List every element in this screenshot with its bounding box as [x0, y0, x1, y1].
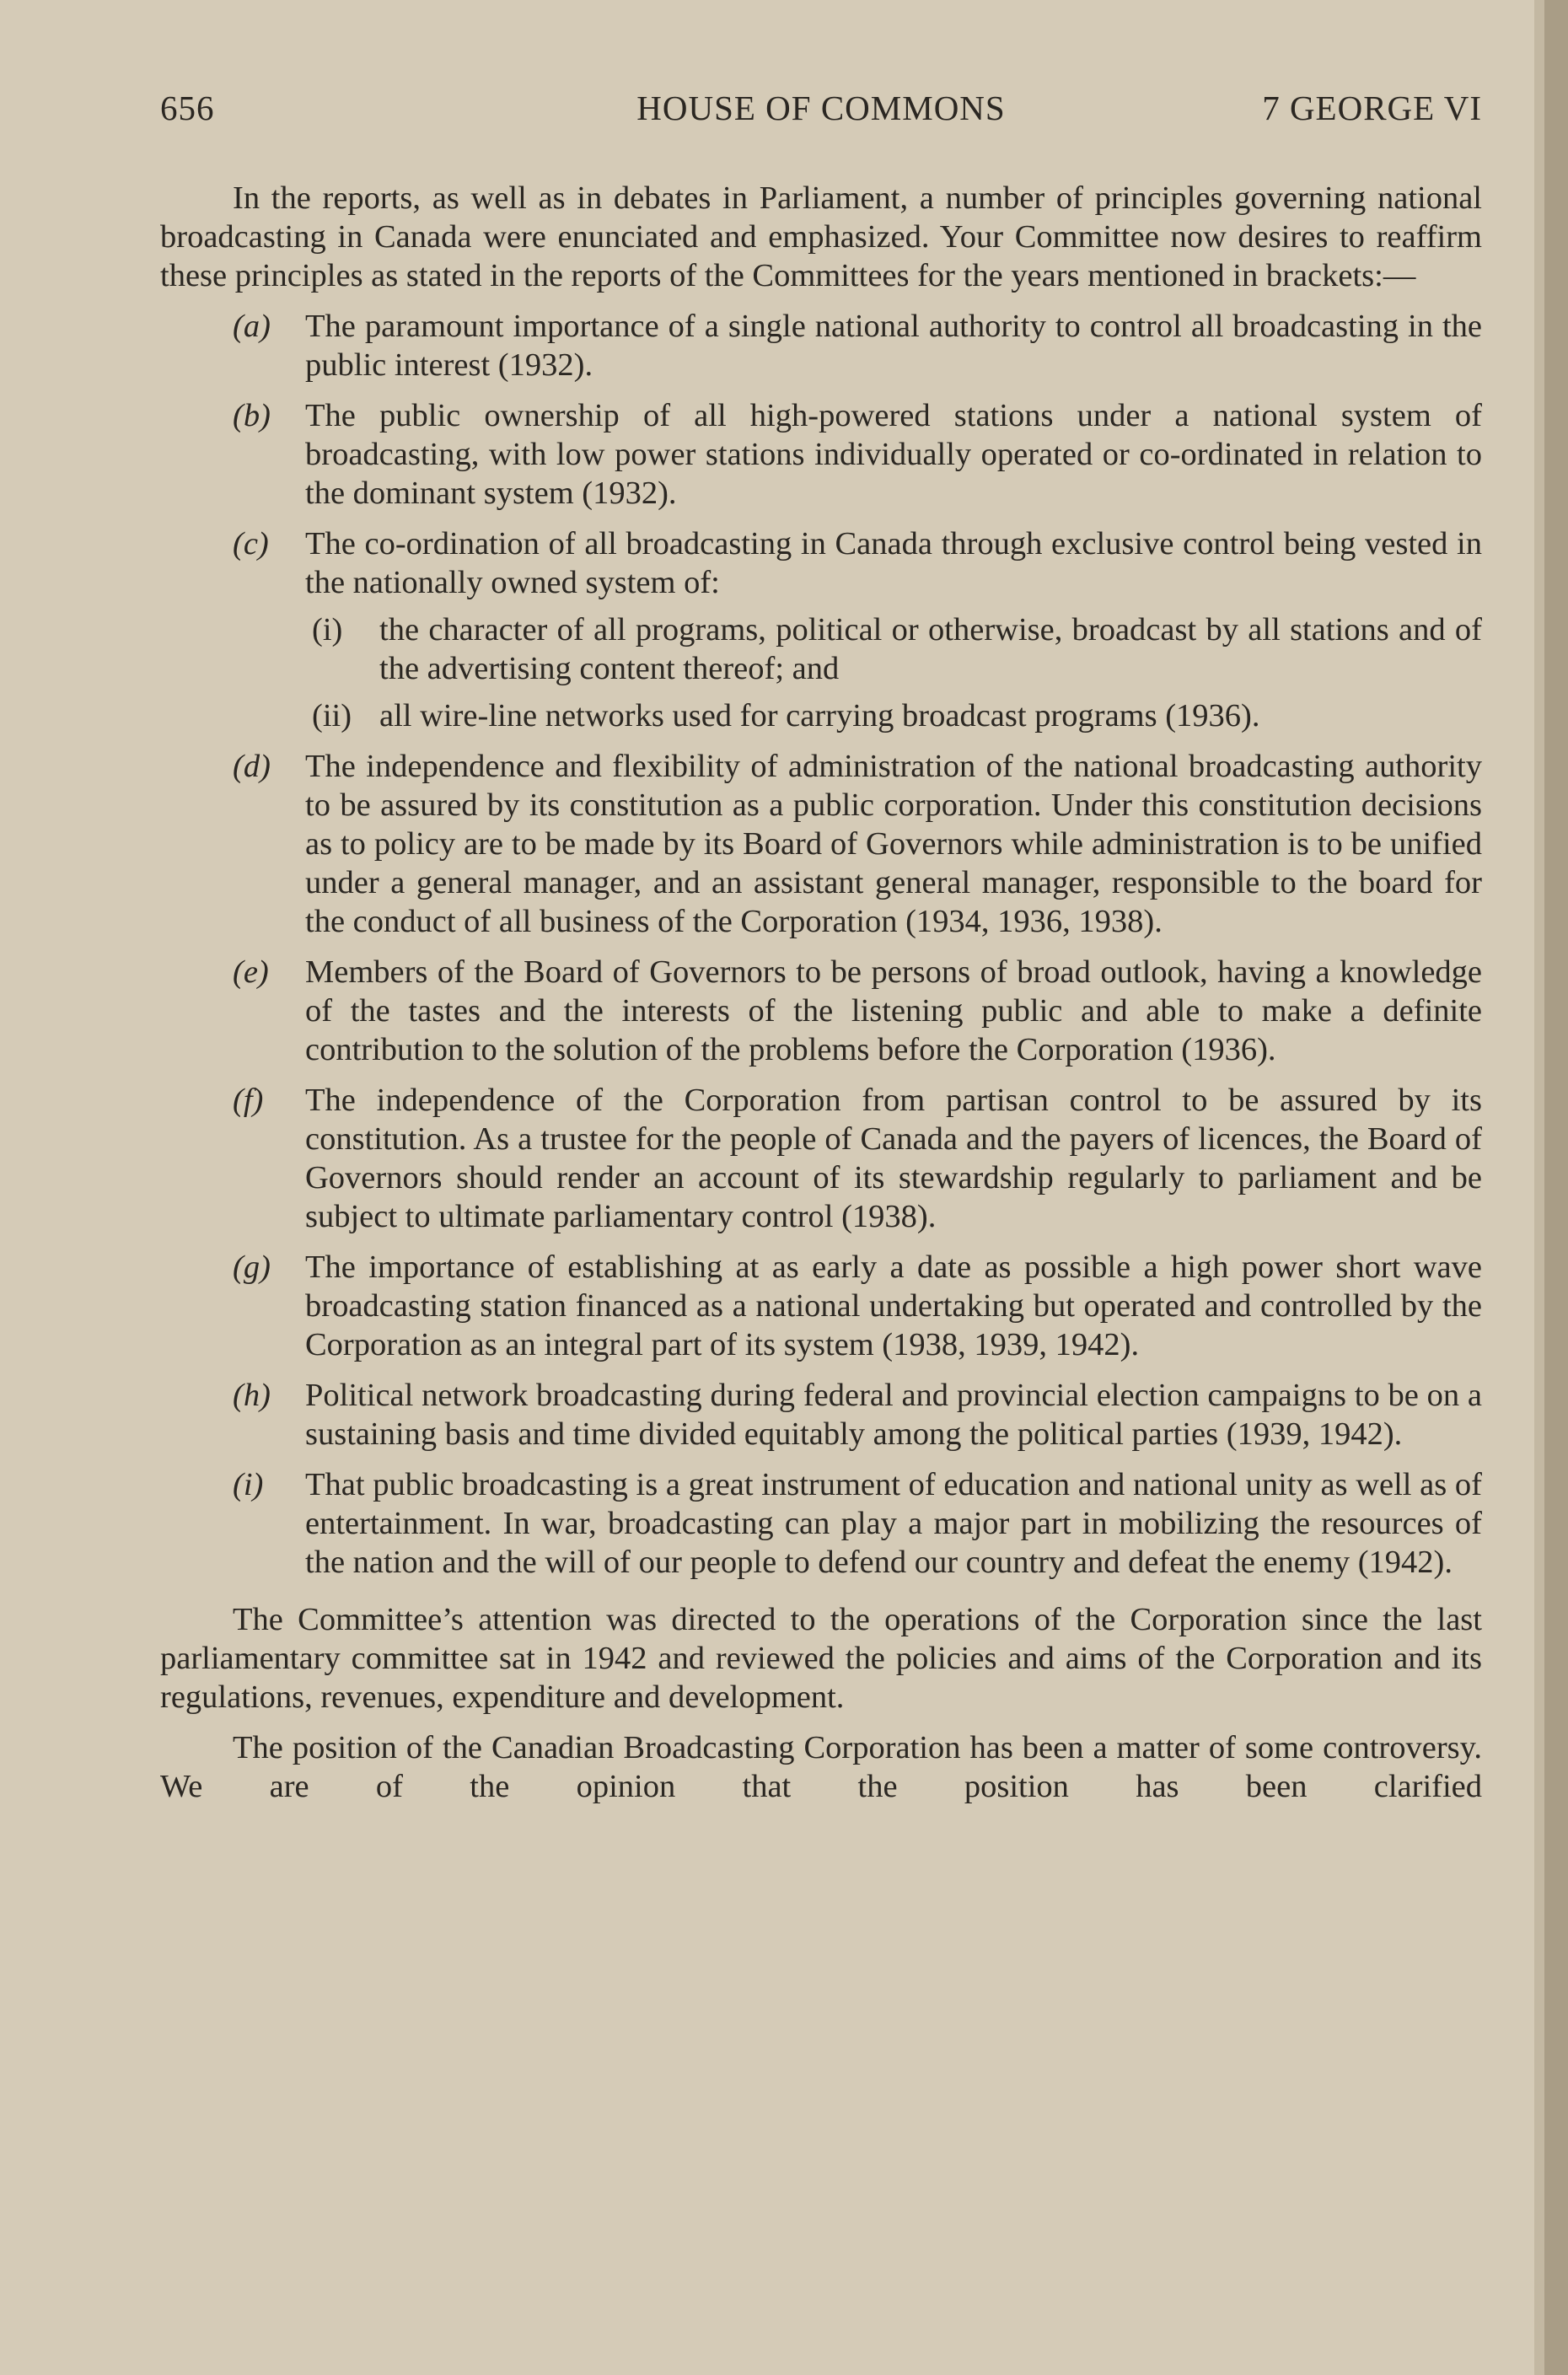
principle-f	[160, 1081, 1482, 1236]
closing-paragraph-2: The position of the Canadian Broadcasting Corporation has been a matter of some controversy. We are of the opinion that the position has been clarified	[160, 1730, 1482, 1804]
principle-label: (i)	[233, 1467, 264, 1502]
principle-text: The co-ordination of all broadcasting in Canada through exclusive control being vested in the nationally owned system of:	[305, 526, 1482, 600]
subprinciple-label: (ii)	[312, 698, 352, 733]
principle-text: The independence and flexibility of administration of the national broadcasting authority to be assured by its constitution as a public corporation. Under this constitution decisions as to policy are to be made by its Board of Governors while administration is to be unified under a general manager, and an assistant general manager, responsible to the board for the conduct of all business of the Corporation (1934, 1936, 1938).	[305, 749, 1482, 939]
principle-b	[160, 396, 1482, 513]
principle-a	[160, 307, 1482, 384]
principle-label: (a)	[233, 309, 271, 344]
header-regnal-year: 7 GEORGE VI	[1262, 89, 1482, 127]
page-edge-shadow	[1534, 0, 1544, 2375]
subprinciple-ii	[160, 696, 1482, 735]
page-edge	[1544, 0, 1568, 2375]
principle-label: (b)	[233, 398, 271, 433]
principle-text: Members of the Board of Governors to be persons of broad outlook, having a knowledge of the tastes and the interests of the listening public and able to make a definite contribution to the solution of the problems before the Corporation (1936).	[305, 954, 1482, 1067]
intro-paragraph: In the reports, as well as in debates in Parliament, a number of principles governing national broadcasting in Canada were enunciated and emphasized. Your Committee now desires to reaffirm these principles as stated in the reports of the Committees for the years mentioned in brackets:—	[160, 180, 1482, 293]
subprinciple-label: (i)	[312, 612, 343, 647]
principle-g	[160, 1248, 1482, 1364]
principle-c	[160, 524, 1482, 602]
principle-e	[160, 953, 1482, 1069]
principle-label: (d)	[233, 749, 271, 784]
subprinciple-i	[160, 610, 1482, 688]
principle-label: (h)	[233, 1378, 271, 1413]
principle-text: Political network broadcasting during federal and provincial election campaigns to be on a sustaining basis and time divided equitably among the political parties (1939, 1942).	[305, 1378, 1482, 1452]
header-title: HOUSE OF COMMONS	[636, 89, 1006, 127]
principle-h	[160, 1376, 1482, 1453]
principle-text: The public ownership of all high-powered stations under a national system of broadcasting, with low power stations individually operated or co-ordinated in relation to the dominant system (1932).	[305, 398, 1482, 511]
subprinciple-text: the character of all programs, political or otherwise, broadcast by all stations and of the advertising content thereof; and	[379, 612, 1482, 686]
principle-label: (e)	[233, 954, 269, 990]
principle-text: The independence of the Corporation from partisan control to be assured by its constitution. As a trustee for the people of Canada and the payers of licences, the Board of Governors should render an account of its stewardship regularly to parliament and be subject to ultimate parliamentary control (1938).	[305, 1083, 1482, 1234]
principle-label: (g)	[233, 1249, 271, 1285]
running-header	[160, 84, 1482, 132]
subprinciple-text: all wire-line networks used for carrying broadcast programs (1936).	[379, 698, 1260, 733]
closing-paragraph-1: The Committee’s attention was directed to the operations of the Corporation since the last parliamentary committee sat in 1942 and reviewed the policies and aims of the Corporation and its regulations, revenues, expenditure and development.	[160, 1602, 1482, 1715]
principle-text: The importance of establishing at as early a date as possible a high power short wave broadcasting station financed as a national undertaking but operated and controlled by the Corporation as an integral part of its system (1938, 1939, 1942).	[305, 1249, 1482, 1362]
principle-d	[160, 747, 1482, 941]
principle-label: (f)	[233, 1083, 264, 1118]
principle-text: That public broadcasting is a great instrument of education and national unity as well as of entertainment. In war, broadcasting can play a major part in mobilizing the resources of the nation and the will of our people to defend our country and defeat the enemy (1942).	[305, 1467, 1482, 1580]
principle-label: (c)	[233, 526, 269, 562]
principle-i	[160, 1465, 1482, 1582]
body-text	[160, 179, 1482, 1818]
page-number: 656	[160, 89, 215, 127]
principle-text: The paramount importance of a single national authority to control all broadcasting in the public interest (1932).	[305, 309, 1482, 383]
